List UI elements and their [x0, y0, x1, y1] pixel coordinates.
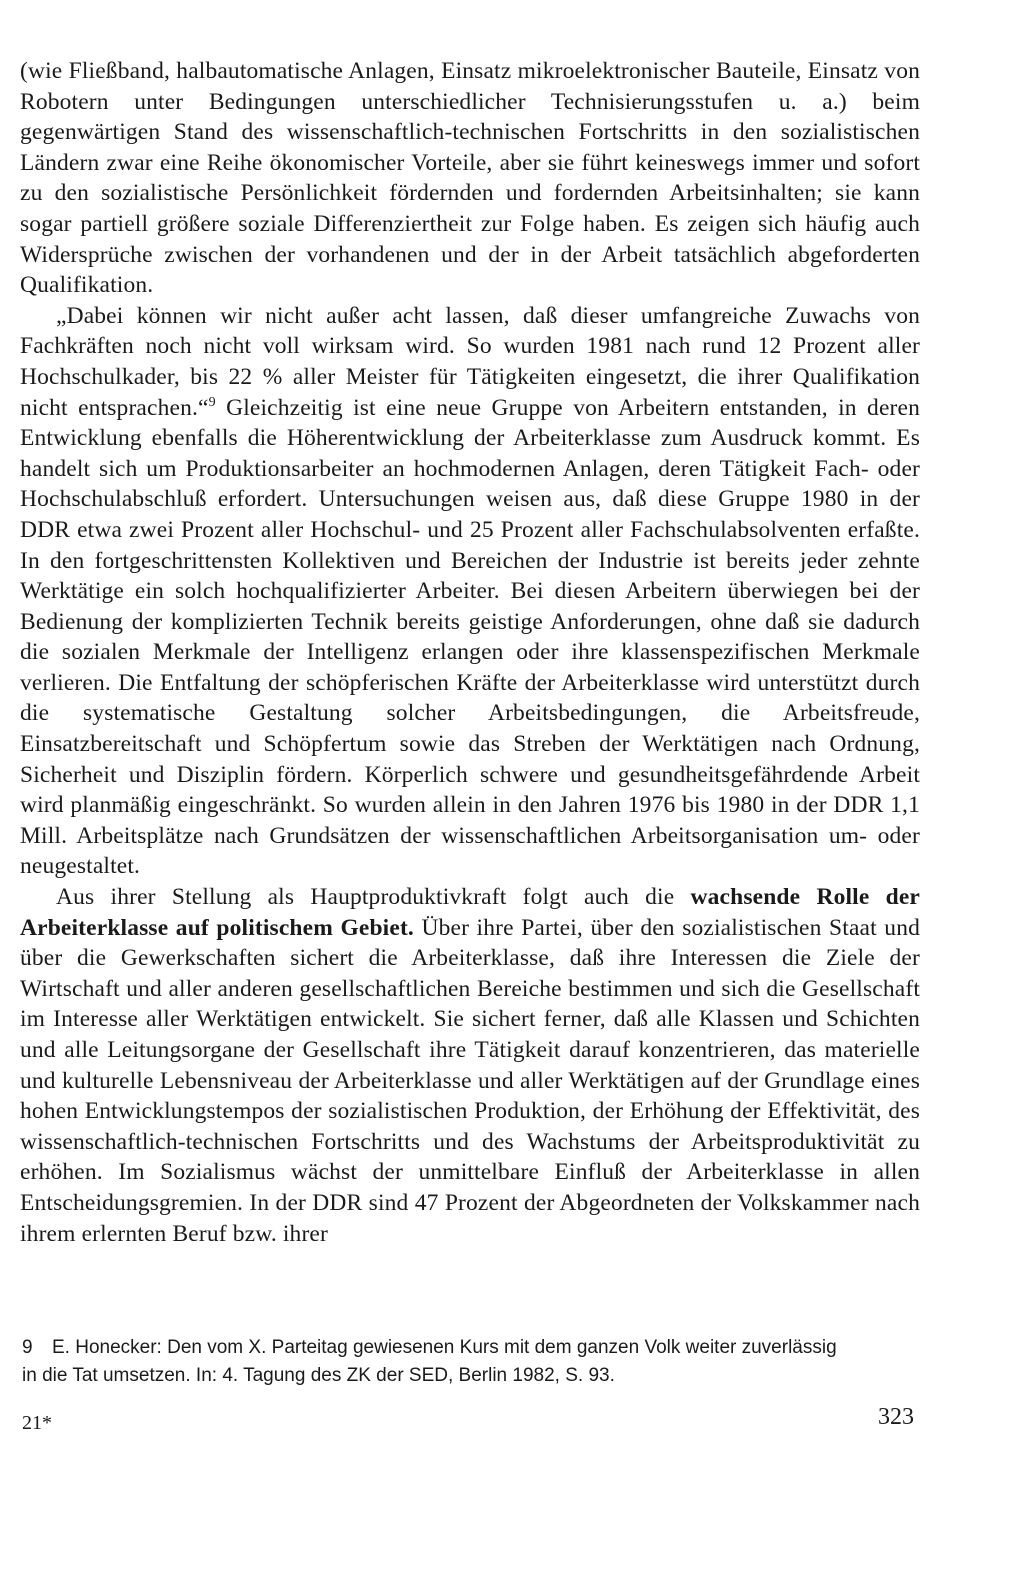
text-segment: Über ihre Partei, über den sozialistischen Staat und über die Gewerkschaften sichert die Arbeiterklasse, daß ihre Interessen die Ziele der Wirtschaft und aller anderen gesellschaftlichen Bereiche bestimmen und sich die Gesellschaft im Interesse aller Werktätigen entwickelt. Sie sichert ferner, daß alle Klassen und Schichten und alle Leitungsorgane der Gesellschaft ihre Tätigkeit darauf konzentrieren, das materielle und kulturelle Lebensniveau der Arbeiterklasse und aller Werktätigen auf der Grundlage eines hohen Entwicklungstempos der sozialistischen Produktion, der Erhöhung der Effektivität, des wissenschaftlich-technischen Fortschritts und des Wachstums der Arbeitsproduktivität zu erhöhen. Im Sozialismus wächst der unmittelbare Einfluß der Arbeiterklasse in allen Entscheidungsgremien. In der DDR sind 47 Prozent der Abgeordneten der Volkskammer nach ihrem erlernten Beruf bzw. ihrer: [20, 914, 920, 1247]
body-text: [20, 56, 920, 1249]
bold-phrase: wachsende Rolle der Arbeiterklasse auf politischem Gebiet.: [20, 884, 920, 941]
signature-mark: 21*: [22, 1412, 52, 1434]
paragraph-2: [20, 301, 920, 882]
footnote: [22, 1334, 920, 1390]
footnote-text-1: E. Honecker: Den vom X. Parteitag gewiesenen Kurs mit dem ganzen Volk weiter zuverlässig: [52, 1337, 837, 1358]
text-segment: Aus ihrer Stellung als Hauptproduktivkraft folgt auch die: [56, 884, 691, 911]
text-segment: Gleichzeitig ist eine neue Gruppe von Arbeitern entstanden, in deren Entwicklung ebenfalls die Höherentwicklung der Arbeiterklasse zum Ausdruck kommt. Es handelt sich um Produktionsarbeiter an hochmodernen Anlagen, deren Tätigkeit Fach- oder Hochschulabschluß erfordert. Untersuchungen weisen aus, daß diese Gruppe 1980 in der DDR etwa zwei Prozent aller Hochschul- und 25 Prozent aller Fachschulabsolventen erfaßte. In den fortgeschrittensten Kollektiven und Bereichen der Industrie ist bereits jeder zehnte Werktätige ein solch hochqualifizierter Arbeiter. Bei diesen Arbeitern überwiegen bei der Bedienung der komplizierten Technik bereits geistige Anforderungen, ohne daß sie dadurch die sozialen Merkmale der Intelligenz erlangen oder ihre klassenspezifischen Merkmale verlieren. Die Entfaltung der schöpferischen Kräfte der Arbeiterklasse wird unterstützt durch die systematische Gestaltung solcher Arbeitsbedingungen, die Arbeitsfreude, Einsatzbereitschaft und Schöpfertum sowie das Streben der Werktätigen nach Ordnung, Sicherheit und Disziplin fördern. Körperlich schwere und gesundheitsgefährdende Arbeit wird planmäßig eingeschränkt. So wurden allein in den Jahren 1976 bis 1980 in der DDR 1,1 Mill. Arbeitsplätze nach Grundsätzen der wissenschaftlichen Arbeitsorganisation um- oder neugestaltet.: [20, 394, 920, 880]
footnote-line-2: in die Tat umsetzen. In: 4. Tagung des ZK der SED, Berlin 1982, S. 93.: [22, 1365, 615, 1386]
footnote-number: 9: [22, 1337, 33, 1358]
text-segment: (wie Fließband, halbautomatische Anlagen, Einsatz mikroelektronischer Bauteile, Einsatz von Robotern unter Bedingungen unterschiedlicher Technisierungsstufen u. a.) beim gegenwärtigen Stand des wissenschaftlich-technischen Fortschritts in den sozialistischen Ländern zwar eine Reihe ökonomischer Vorteile, aber sie führt keineswegs immer und sofort zu den sozialistische Persönlichkeit fördernden und fordernden Arbeitsinhalten; sie kann sogar partiell größere soziale Differenziertheit zur Folge haben. Es zeigen sich häufig auch Widersprüche zwischen der vorhandenen und der in der Arbeit tatsächlich abgeforderten Qualifikation.: [20, 58, 920, 299]
paragraph-1: [20, 56, 920, 301]
paragraph-3: [20, 882, 920, 1249]
footnote-line-1: [22, 1334, 920, 1362]
page-number: 323: [878, 1404, 914, 1430]
footnote-reference: 9: [208, 394, 216, 410]
text-segment: „Dabei können wir nicht außer acht lassen, daß dieser umfangreiche Zuwachs von Fachkräften noch nicht voll wirksam wird. So wurden 1981 nach rund 12 Prozent aller Hochschulkader, bis 22 % aller Meister für Tätigkeiten eingesetzt, die ihrer Qualifikation nicht entsprachen.“: [20, 302, 920, 421]
